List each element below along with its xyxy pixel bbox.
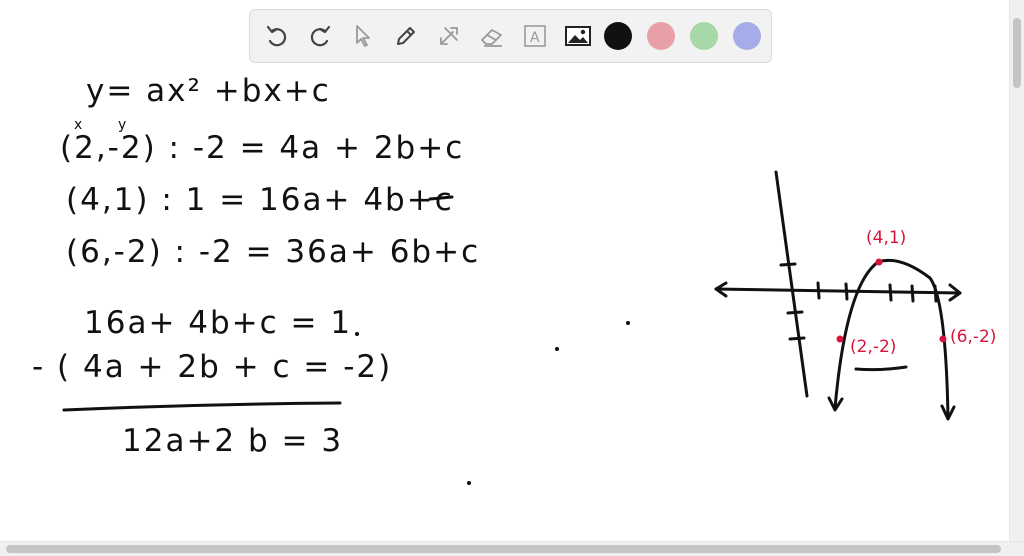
right-point: [940, 336, 947, 343]
label-left-point: (2,-2): [850, 337, 897, 357]
color-black[interactable]: [604, 22, 632, 50]
redo-icon: [307, 23, 333, 49]
vertical-scroll-thumb[interactable]: [1013, 18, 1021, 88]
text-icon: [522, 23, 548, 49]
stray-dot: [626, 321, 630, 325]
tools-tool[interactable]: [434, 20, 464, 52]
x-tick: [818, 283, 819, 298]
subtraction-result: 12a+2 b = 3: [122, 423, 344, 459]
undo-icon: [264, 23, 290, 49]
text-tool-glyph: A: [530, 30, 540, 46]
x-tick: [890, 285, 891, 300]
y-mark: y: [118, 117, 129, 133]
y-tick: [781, 264, 795, 265]
vertex-point: [876, 259, 883, 266]
equation-point-4-1: (4,1) : 1 = 16a+ 4b+c: [66, 182, 454, 218]
equation-general-form: y= ax² +bx+c: [86, 73, 331, 109]
left-point: [837, 336, 844, 343]
x-tick: [912, 286, 913, 301]
pointer-tool[interactable]: [348, 20, 378, 52]
y-tick: [790, 338, 804, 339]
image-icon: [564, 23, 592, 49]
drawing-toolbar: [249, 9, 772, 63]
stray-dot: [467, 481, 471, 485]
pen-icon: [393, 23, 419, 49]
image-tool[interactable]: [563, 20, 593, 52]
parabola-sketch: [716, 172, 960, 419]
label-vertex: (4,1): [866, 228, 907, 248]
equation-point-2-neg2: (2,-2) : -2 = 4a + 2b+c: [60, 130, 465, 166]
subtraction-bottom: - ( 4a + 2b + c = -2): [32, 349, 393, 385]
redo-button[interactable]: [305, 20, 335, 52]
x-tick: [846, 284, 847, 299]
tools-icon: [436, 23, 462, 49]
color-lavender[interactable]: [733, 22, 761, 50]
eraser-tool[interactable]: [477, 20, 507, 52]
horizontal-scroll-thumb[interactable]: [6, 545, 1001, 553]
pointer-icon: [351, 23, 375, 49]
horizontal-scrollbar[interactable]: [0, 541, 1024, 556]
label-right-point: (6,-2): [950, 327, 997, 347]
y-axis: [776, 172, 807, 396]
vertical-scrollbar[interactable]: [1009, 0, 1024, 541]
eraser-icon: [478, 23, 506, 49]
pen-tool[interactable]: [391, 20, 421, 52]
stray-dot: [355, 332, 359, 336]
x-mark: x: [74, 117, 85, 133]
text-tool[interactable]: [520, 20, 550, 52]
arrow-mark: [430, 197, 452, 199]
undo-button[interactable]: [262, 20, 292, 52]
subtraction-bar: [64, 403, 340, 410]
x-axis: [716, 289, 960, 293]
stray-dot: [555, 347, 559, 351]
equation-point-6-neg2: (6,-2) : -2 = 36a+ 6b+c: [66, 234, 481, 270]
underline-mark: [856, 367, 906, 370]
y-tick: [788, 312, 802, 313]
color-green[interactable]: [690, 22, 718, 50]
subtraction-top: 16a+ 4b+c = 1: [84, 305, 353, 341]
color-pink[interactable]: [647, 22, 675, 50]
